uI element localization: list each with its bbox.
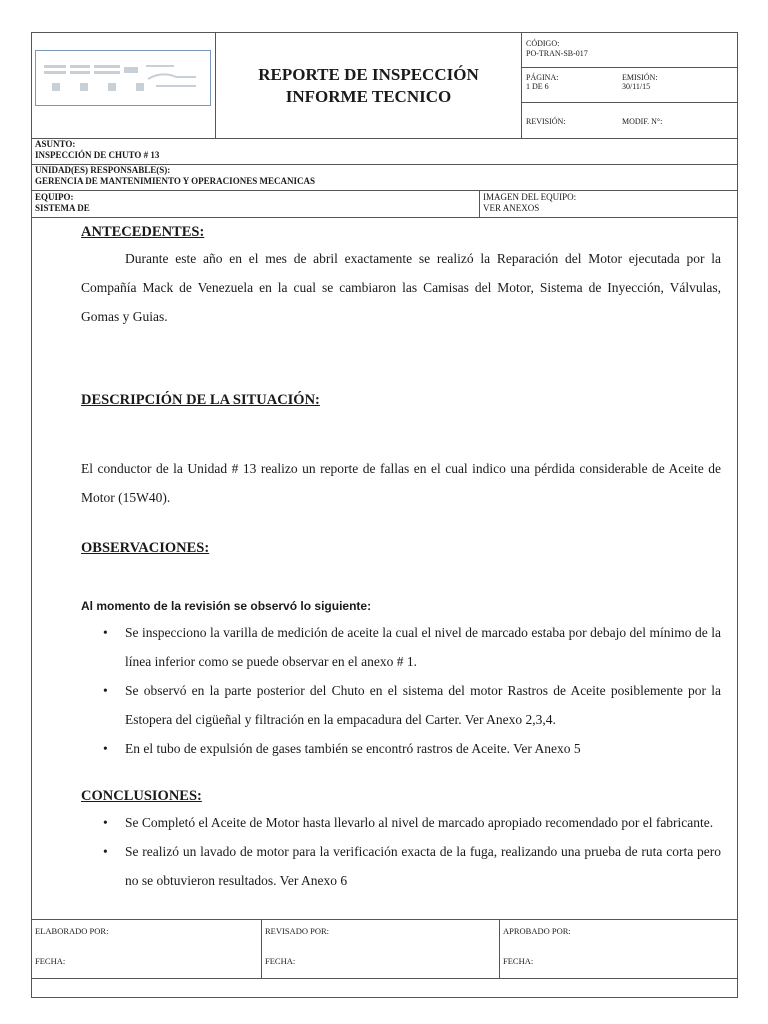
asunto-value: INSPECCIÓN DE CHUTO # 13 — [35, 150, 160, 160]
observaciones-heading: OBSERVACIONES: — [81, 540, 210, 556]
report-title: REPORTE DE INSPECCIÓN — [258, 65, 479, 84]
unidad-label: UNIDAD(ES) RESPONSABLE(S): — [35, 165, 171, 175]
unidad-row — [32, 165, 737, 191]
imagen-cell — [479, 191, 738, 217]
aprobado-cell — [500, 920, 737, 978]
imagen-label: IMAGEN DEL EQUIPO: — [483, 192, 577, 202]
emision-value: 30/11/15 — [622, 82, 651, 91]
list-item: • En el tubo de expulsión de gases también se encontró rastros de Aceite. Ver Anexo 5 — [81, 734, 721, 763]
fecha-label: FECHA: — [265, 956, 296, 966]
asunto-row — [32, 138, 737, 165]
elaborado-cell — [32, 920, 262, 978]
report-subtitle: INFORME TECNICO — [285, 87, 452, 106]
elaborado-label: ELABORADO POR: — [35, 926, 109, 936]
meta-row-pagina — [522, 68, 737, 103]
unidad-value: GERENCIA DE MANTENIMIENTO Y OPERACIONES MECANICAS — [35, 176, 315, 186]
equipo-label: EQUIPO: — [35, 192, 74, 202]
equipo-value: SISTEMA DE — [35, 203, 90, 213]
codigo-value: PO-TRAN-SB-017 — [526, 49, 588, 58]
emision-label: EMISIÓN: — [622, 73, 658, 82]
pagina-label: PÁGINA: — [526, 73, 559, 82]
antecedentes-heading: ANTECEDENTES: — [81, 224, 205, 240]
meta-row-revision — [522, 103, 737, 138]
observaciones-intro: Al momento de la revisión se observó lo siguiente: — [81, 599, 372, 613]
company-logo — [35, 50, 211, 106]
conclusiones-heading: CONCLUSIONES: — [81, 788, 202, 804]
modif-label: MODIF. N°: — [622, 117, 663, 126]
list-item: • Se observó en la parte posterior del Chuto en el sistema del motor Rastros de Aceite posiblemente por la Estopera del cigüeñal y filtración en la empacadura del Carter. Ver Anexo 2,3,4. — [81, 676, 721, 734]
fecha-label: FECHA: — [503, 956, 534, 966]
equipo-row — [32, 191, 737, 218]
descripcion-heading: DESCRIPCIÓN DE LA SITUACIÓN: — [81, 392, 320, 408]
descripcion-text: El conductor de la Unidad # 13 realizo un reporte de fallas en el cual indico una pérdida considerable de Aceite de Motor (15W40). — [81, 461, 721, 505]
document-header — [32, 33, 737, 139]
document-meta — [522, 33, 737, 138]
aprobado-label: APROBADO POR: — [503, 926, 571, 936]
title-cell — [216, 33, 522, 138]
meta-row-codigo — [522, 33, 737, 68]
revisado-label: REVISADO POR: — [265, 926, 329, 936]
fecha-label: FECHA: — [35, 956, 66, 966]
antecedentes-text: Durante este año en el mes de abril exactamente se realizó la Reparación del Motor ejecutada por la Compañía Mack de Venezuela en la cual se cambiaron las Camisas del Motor, Sistema de Inyección, Válvulas, Gomas y Guias. — [81, 251, 721, 324]
imagen-value: VER ANEXOS — [483, 203, 540, 213]
revisado-cell — [262, 920, 500, 978]
observaciones-list — [81, 618, 721, 763]
document-page — [31, 32, 738, 998]
codigo-label: CÓDIGO: — [526, 39, 560, 48]
list-item: • Se inspecciono la varilla de medición de aceite la cual el nivel de marcado estaba por debajo del mínimo de la línea inferior como se puede observar en el anexo # 1. — [81, 618, 721, 676]
signature-footer — [32, 919, 737, 979]
list-item: • Se realizó un lavado de motor para la verificación exacta de la fuga, realizando una prueba de ruta corta pero no se obtuvieron resultados. Ver Anexo 6 — [81, 837, 721, 895]
logo-cell — [32, 33, 216, 138]
revision-label: REVISIÓN: — [526, 117, 566, 126]
pagina-value: 1 DE 6 — [526, 82, 549, 91]
conclusiones-list — [81, 808, 721, 895]
asunto-label: ASUNTO: — [35, 139, 76, 149]
list-item: • Se Completó el Aceite de Motor hasta llevarlo al nivel de marcado apropiado recomendado por el fabricante. — [81, 808, 721, 837]
